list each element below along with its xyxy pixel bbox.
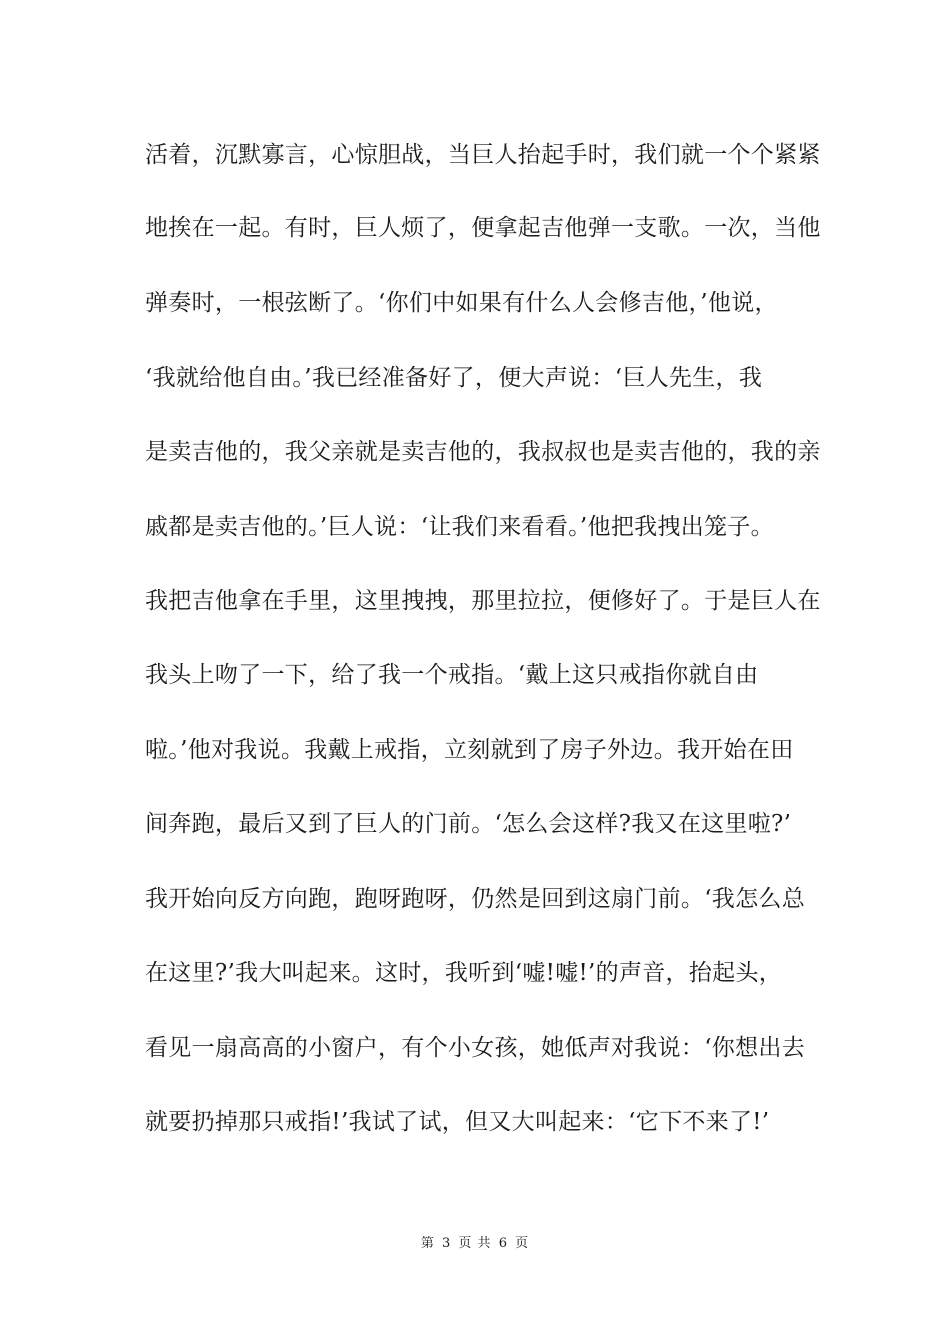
body-text-line: 我头上吻了一下，给了我一个戒指。‘戴上这只戒指你就自由 [145,662,759,688]
body-text-line: 间奔跑，最后又到了巨人的门前。‘怎么会这样?我又在这里啦?’ [145,811,792,837]
body-text-line: 地挨在一起。有时，巨人烦了，便拿起吉他弹一支歌。一次，当他 [145,215,821,241]
body-text-line: ‘我就给他自由。’我已经准备好了，便大声说：‘巨人先生，我 [145,365,763,391]
body-text-line: 我开始向反方向跑，跑呀跑呀，仍然是回到这扇门前。‘我怎么总 [145,886,806,912]
current-page-number: 3 [442,1236,452,1251]
body-text-line: 我把吉他拿在手里，这里拽拽，那里拉拉，便修好了。于是巨人在 [145,588,821,614]
body-text-line: 就要扔掉那只戒指!’我试了试，但又大叫起来：‘它下不来了!’ [145,1109,770,1135]
page-number-footer [0,1235,950,1253]
page-label-suffix: 页 [515,1236,530,1251]
page-label-prefix: 第 [420,1236,435,1251]
body-text-line: 活着，沉默寡言，心惊胆战，当巨人抬起手时，我们就一个个紧紧 [145,142,821,168]
body-text-line: 啦。’他对我说。我戴上戒指，立刻就到了房子外边。我开始在田 [145,737,794,763]
body-text-line: 戚都是卖吉他的。’巨人说：‘让我们来看看。’他把我拽出笼子。 [145,514,774,540]
body-text-line: 看见一扇高高的小窗户，有个小女孩，她低声对我说：‘你想出去 [145,1035,806,1061]
page-label-mid: 页 共 [458,1236,492,1251]
body-text-line: 在这里?’我大叫起来。这时，我听到‘嘘!嘘!’的声音，抬起头， [145,960,783,986]
total-pages-number: 6 [498,1236,508,1251]
body-text-line: 是卖吉他的，我父亲就是卖吉他的，我叔叔也是卖吉他的，我的亲 [145,439,821,465]
body-text-line: 弹奏时，一根弦断了。‘你们中如果有什么人会修吉他，’他说， [145,290,778,316]
